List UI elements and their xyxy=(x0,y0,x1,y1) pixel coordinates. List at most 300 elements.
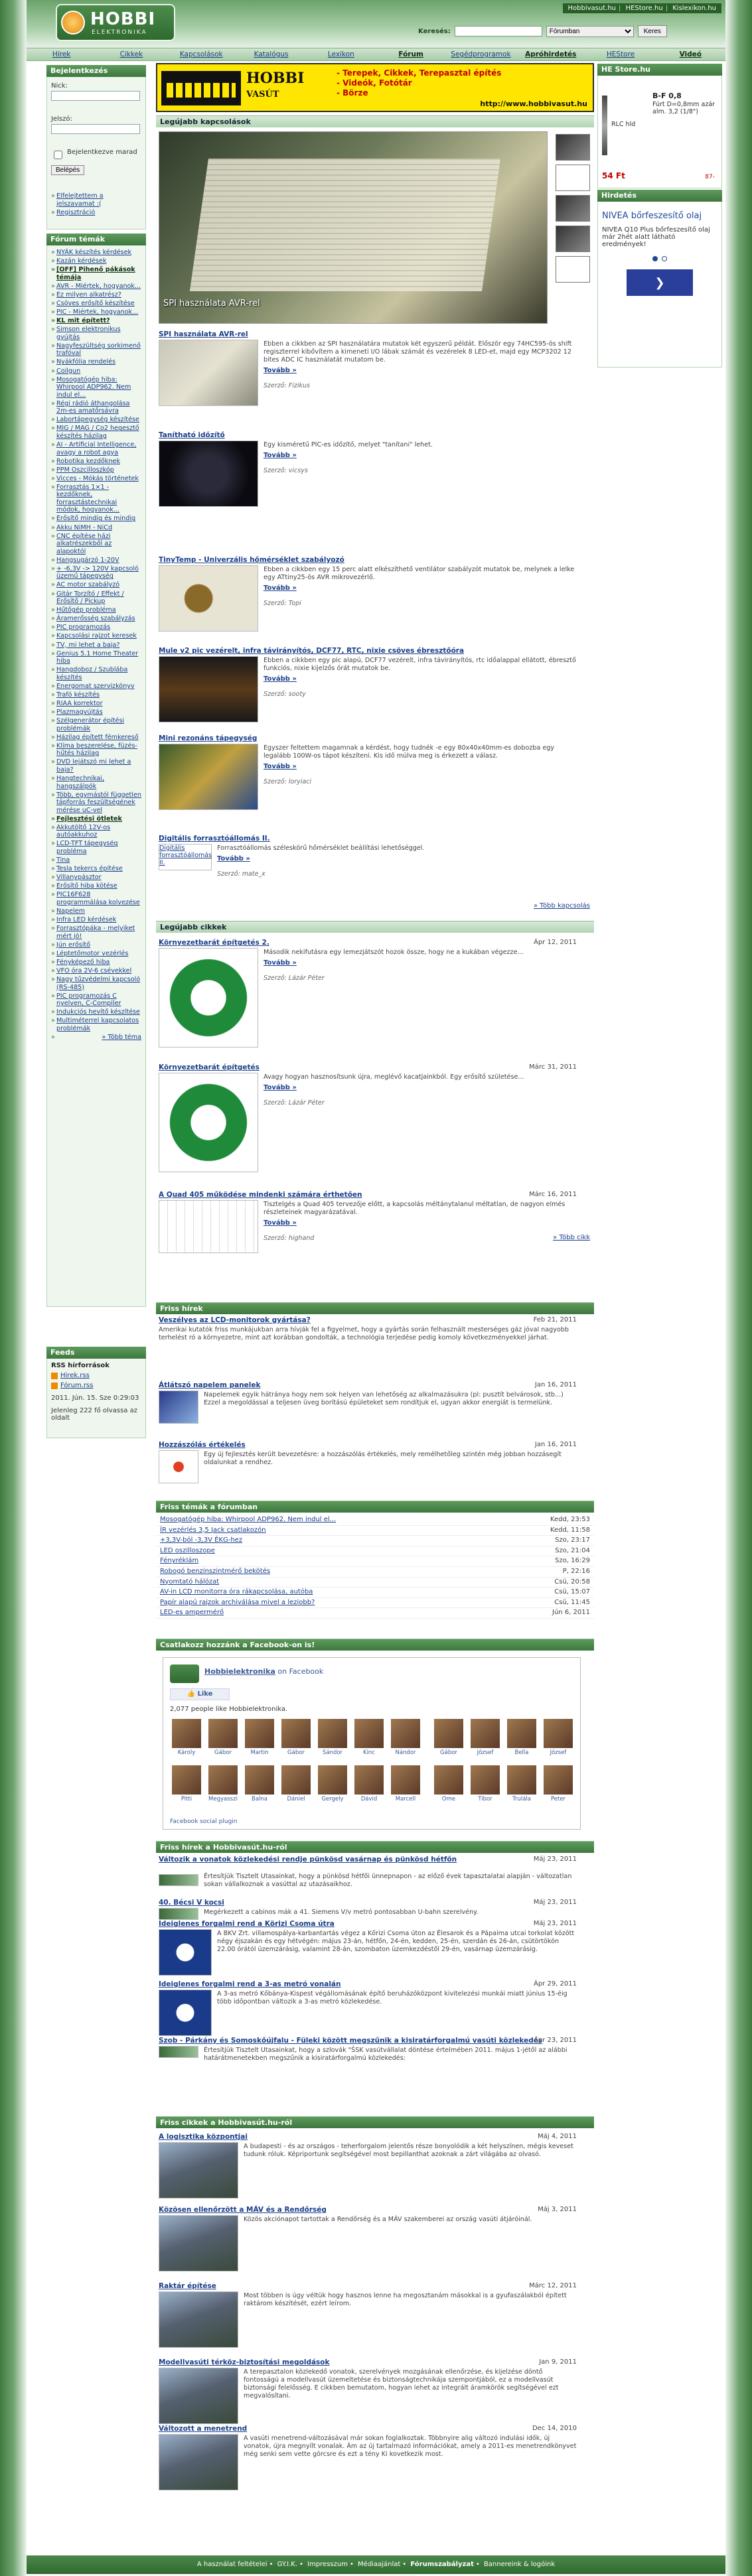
topic-link[interactable]: AV-in LCD monitorra óra rákapcsolása, autóba xyxy=(160,1588,313,1596)
footer-link-impressum[interactable]: Impresszum xyxy=(307,2561,348,2568)
fb-plugin-label: Facebook social plugin xyxy=(170,1818,238,1825)
rail-news-title[interactable]: 40. Bécsi V kocsi xyxy=(159,1899,224,1907)
forum-topic-item[interactable]: » Fejlesztési ötletek xyxy=(51,815,141,823)
rail-article-item xyxy=(159,2133,577,2159)
forum-topic-item[interactable]: » Labortápegység készítése xyxy=(51,416,141,424)
fb-page-logo xyxy=(170,1664,199,1683)
news-image[interactable] xyxy=(159,1450,198,1483)
more-circuits-link[interactable]: » Több kapcsolás xyxy=(533,902,590,910)
topic-time: Jún 6, 2011 xyxy=(552,1609,590,1617)
rail-article-summary: Közös akciónapot tartottak a Rendőrség és a MÁV szakemberei az ország vasúti átjáróinál. xyxy=(244,2216,532,2223)
fb-fan[interactable] xyxy=(279,1719,313,1756)
nav-lexikon[interactable]: Lexikon xyxy=(327,50,354,58)
fb-fan[interactable] xyxy=(243,1719,276,1756)
footer-link-banners[interactable]: Bannereink & logóink xyxy=(483,2561,556,2568)
topic-link[interactable]: Robogó benzinszintmérő bekötés xyxy=(160,1567,271,1575)
nav-katalogus[interactable]: Katalógus xyxy=(254,50,289,58)
forum-topic-item[interactable]: » LCD-TFT tápegység probléma xyxy=(51,840,141,855)
topic-time: Szo, 21:04 xyxy=(555,1546,590,1554)
forum-topic-item[interactable]: » Nagyfeszültség sorkimenő trafóval xyxy=(51,342,141,358)
avatar xyxy=(245,1719,274,1748)
forum-topic-item[interactable]: » Coilgun xyxy=(51,368,141,375)
article-image[interactable] xyxy=(159,441,258,507)
forum-topic-item[interactable]: » Hűtőgép probléma xyxy=(51,606,141,614)
news-title[interactable]: Hozzászólás értékelés xyxy=(159,1441,246,1449)
login-button[interactable]: Belépés xyxy=(51,165,84,175)
search-scope-select[interactable] xyxy=(546,26,634,37)
forum-topic-item[interactable]: » MIG / MAG / Co2 hegesztő készítés házilag xyxy=(51,425,141,440)
article-item xyxy=(159,330,577,389)
article-image[interactable] xyxy=(159,948,258,1048)
banner-url: http://www.hobbivasut.hu xyxy=(480,100,587,108)
topic-link[interactable]: LED-es ampermérő xyxy=(160,1609,224,1617)
forum-topic-item[interactable]: » Hangsugárzó 1-20V xyxy=(51,557,141,565)
rail-news-date: Ápr 23, 2011 xyxy=(533,2037,577,2044)
article-title[interactable]: Környezetbarát építgetés 2. xyxy=(159,939,269,947)
fb-like-button[interactable]: 👍 Like xyxy=(170,1688,230,1700)
image-label: Digitális forrasztóállomás II. xyxy=(159,845,212,866)
read-more-link[interactable]: Tovább » xyxy=(263,959,297,967)
forum-topic-item[interactable]: » AC motor szabályzó xyxy=(51,581,141,589)
article-image[interactable] xyxy=(159,844,212,870)
topic-row xyxy=(156,1556,594,1567)
footer-link-forum-rules[interactable]: Fórumszabályzat xyxy=(410,2561,474,2568)
fb-fan[interactable] xyxy=(542,1765,575,1802)
train-logo-icon xyxy=(161,71,241,105)
rail-article-summary: A vasúti menetrend-változásával már sokan foglalkoztak. Többnyire alig változó indulási idők, új vonatok, újra megnyílt vonalak. Ám az új tartalmazó információkat, amely a 2011-es menetrendkönyvet még senki sem vette görcsre és ezt a tény Ki kovetkezik most. xyxy=(244,2435,577,2458)
avatar xyxy=(318,1719,347,1748)
login-title: Bejelentkezés xyxy=(46,65,146,77)
rail-articles-title: Friss cikkek a Hobbivasút.hu-ról xyxy=(156,2116,594,2128)
site-logo[interactable] xyxy=(56,4,175,41)
fb-fan[interactable] xyxy=(389,1719,422,1756)
news-item xyxy=(159,1381,577,1407)
forum-topic-item[interactable]: » Robotika kezdőknek xyxy=(51,458,141,466)
rail-news-title[interactable]: Ideiglenes forgalmi rend a Körizi Csoma útra xyxy=(159,1920,335,1928)
forum-topic-item[interactable]: » PIC programozás xyxy=(51,624,141,632)
forum-topic-item[interactable]: » Léptetőmotor vezérlés xyxy=(51,950,141,958)
fresh-news-section xyxy=(156,1302,594,1314)
footer-link-terms[interactable]: A használat feltételei xyxy=(196,2561,267,2568)
avatar xyxy=(391,1765,420,1795)
topic-time: Kedd, 23:53 xyxy=(550,1516,590,1523)
fb-page-name[interactable]: Hobbielektronika xyxy=(204,1667,275,1676)
rail-article-image[interactable] xyxy=(159,2142,238,2199)
nav-hestore[interactable]: HEStore xyxy=(606,50,635,58)
forum-topic-item[interactable]: » Több, egymástól független tápforrás feszültségének mérése uC-vel xyxy=(51,791,141,815)
carousel-dot-icon[interactable] xyxy=(652,256,658,261)
rail-article-item xyxy=(159,2358,577,2400)
topic-row xyxy=(156,1608,594,1619)
read-more-link[interactable]: Tovább » xyxy=(217,855,250,862)
article-item xyxy=(159,431,577,474)
news-title[interactable]: Átlátszó napelem panelek xyxy=(159,1381,261,1389)
topic-time: Szo, 16:29 xyxy=(555,1557,590,1565)
forum-topic-item[interactable]: » CNC építése házi alkatrészekből az alapoktól xyxy=(51,533,141,556)
fb-fan[interactable] xyxy=(505,1765,538,1802)
avatar xyxy=(208,1719,238,1748)
fb-fan[interactable] xyxy=(505,1719,538,1756)
forum-topic-item[interactable]: » Hangtechnikai, hangszálpók xyxy=(51,775,141,790)
footer-link-media[interactable]: Médiaajánlat xyxy=(358,2561,401,2568)
rail-article-image[interactable] xyxy=(159,2368,238,2424)
thumbnail[interactable] xyxy=(556,226,590,252)
rail-news-image[interactable] xyxy=(159,1929,212,1976)
thumbnail[interactable] xyxy=(556,165,590,191)
read-more-link[interactable]: Tovább » xyxy=(263,584,297,592)
rss-title: RSS hírforrások xyxy=(51,1362,110,1369)
fb-fan[interactable] xyxy=(469,1765,502,1802)
forum-topic-item[interactable]: » Indukciós hevítő készítése xyxy=(51,1008,141,1016)
fb-fan[interactable] xyxy=(352,1719,386,1756)
rail-news-item xyxy=(159,2037,577,2063)
nav-cikkek[interactable]: Cikkek xyxy=(119,50,143,58)
fb-fan[interactable] xyxy=(170,1719,203,1756)
rail-article-title[interactable]: Raktár építése xyxy=(159,2282,216,2290)
rss-link-forum[interactable]: Fórum.rss xyxy=(60,1382,94,1389)
forum-topic-item[interactable]: » AI - Artificial Intelligence, avagy a robot agya xyxy=(51,441,141,456)
forum-topic-item[interactable]: » Tesla tekercs építése xyxy=(51,865,141,873)
topic-time: Szo, 23:17 xyxy=(555,1536,590,1544)
topic-link[interactable]: ÍR vezérlés 3,5 Jack csatlakozón xyxy=(160,1526,266,1534)
rail-news-title[interactable]: Változik a vonatok közlekedési rendje pünkösd vasárnap és pünkösd hétfőn xyxy=(159,1856,457,1864)
forum-topic-item[interactable]: » PPM Oszcilloszkóp xyxy=(51,466,141,474)
fb-fan[interactable] xyxy=(352,1765,386,1802)
newest-circuits-section xyxy=(156,115,594,127)
forum-topic-item[interactable]: » Hangdoboz / Szublába készítés xyxy=(51,666,141,681)
hero-image[interactable] xyxy=(159,131,548,324)
rail-article-item xyxy=(159,2282,577,2308)
forum-topic-item[interactable]: » Nyákfólia rendelés xyxy=(51,358,141,366)
fan-name: Kinc xyxy=(363,1749,375,1756)
search-button[interactable]: Keres xyxy=(638,25,667,37)
fb-fan[interactable] xyxy=(469,1719,502,1756)
feeds-title: Feeds xyxy=(46,1347,146,1359)
fb-fan[interactable] xyxy=(316,1765,349,1802)
fan-name: Gergely xyxy=(321,1796,344,1802)
fan-name: József xyxy=(550,1749,567,1756)
rail-news-title[interactable]: Ideiglenes forgalmi rend a 3-as metró vonalán xyxy=(159,1980,341,1988)
fresh-topics-section xyxy=(156,1501,594,1619)
newest-articles-section xyxy=(156,921,594,933)
thumbnail[interactable] xyxy=(556,195,590,222)
news-item xyxy=(159,1316,577,1342)
current-date: 2011. Jún. 15. Sze 0:29:03 xyxy=(51,1394,139,1402)
forum-topic-item[interactable]: » Infra LED kérdések xyxy=(51,916,141,924)
avatar xyxy=(172,1765,201,1795)
carousel-dot-icon[interactable] xyxy=(662,256,667,261)
product-desc: Fúrt D=0,8mm azár alm. 3,2 (1/8") xyxy=(652,101,715,115)
rail-news-summary: Értesítjük Tisztelt Utasainkat, hogy a szlovák "ŠSK vasútvállalat döntése értelmében 2011. május 1-jétől az alábbi határátmenetekben megszűnik a kisiratárforgalmú közlekedés: xyxy=(204,2047,567,2062)
forum-topic-item[interactable]: » Vicces - Mókás történetek xyxy=(51,475,141,483)
forum-topic-item[interactable]: » Plazmagyújtás xyxy=(51,709,141,716)
hestore-box xyxy=(597,64,722,188)
forum-topic-item[interactable]: » Erősítő hiba kötése xyxy=(51,882,141,890)
forum-topic-item[interactable]: » DVD lejátszó mi lehet a baja? xyxy=(51,758,141,774)
article-image[interactable] xyxy=(159,1200,258,1253)
article-title[interactable]: SPI használata AVR-rel xyxy=(159,330,248,338)
forum-topic-item[interactable]: » NYÁK készítés kérdések xyxy=(51,249,141,257)
avatar xyxy=(354,1765,384,1795)
rail-news-date: Ápr 29, 2011 xyxy=(533,1980,577,1988)
news-image[interactable] xyxy=(159,1390,198,1424)
forum-topic-item[interactable]: » Mosogatógép hiba: Whirpool ADP962. Nem indul el... xyxy=(51,376,141,399)
forum-topic-item[interactable]: » Fényképező hiba xyxy=(51,959,141,967)
forum-topic-item[interactable]: » Tina xyxy=(51,856,141,864)
facebook-section xyxy=(156,1639,594,1830)
nav-aprohirdetes[interactable]: Apróhirdetés xyxy=(525,50,577,58)
article-item xyxy=(159,556,577,607)
ad-next-icon[interactable]: ❯ xyxy=(627,269,693,296)
nav-kapcsolasok[interactable]: Kapcsolások xyxy=(179,50,223,58)
online-count: Jelenleg 222 fő olvassa az oldalt xyxy=(51,1407,137,1422)
forum-topic-item[interactable]: » Kazán kérdések xyxy=(51,257,141,265)
forum-topic-item[interactable]: » Napelem xyxy=(51,908,141,915)
forum-topic-item[interactable]: » Simson elektronikus gyújtás xyxy=(51,326,141,341)
forum-topic-item[interactable]: » PIC16F628 programmálása kolvezése xyxy=(51,891,141,906)
forum-topic-item[interactable]: » Áramerősség szabályzás xyxy=(51,615,141,623)
topic-link[interactable]: +3,3V-ból -3,3V ÉKG-hez xyxy=(160,1536,243,1544)
article-title[interactable]: Környezetbarát építgetés xyxy=(159,1063,260,1071)
forum-topic-item[interactable]: » Akku NiMH - NiCd xyxy=(51,524,141,532)
fb-fan[interactable] xyxy=(170,1765,203,1802)
read-more-link[interactable]: Tovább » xyxy=(263,367,297,374)
article-author: Szerző: vicsys xyxy=(263,467,308,474)
fb-fan[interactable] xyxy=(432,1765,465,1802)
top-link-hobbivasut[interactable]: Hobbivasut.hu xyxy=(567,5,616,12)
news-summary: Egy új fejlesztés került bevezetésre: a hozzászólás értékelés, mely remélhetőleg szintén még jobban hozzásegít oldalunkat a rendhez. xyxy=(204,1451,562,1466)
topic-link[interactable]: Fényréklám xyxy=(160,1557,199,1565)
article-date: Ápr 12, 2011 xyxy=(533,939,577,946)
register-link[interactable]: » Regisztráció xyxy=(51,209,141,217)
more-topics-link[interactable]: » » Több téma xyxy=(51,1034,141,1042)
forum-topic-item[interactable]: » RIAA korrektor xyxy=(51,700,141,708)
fan-name: Peter xyxy=(550,1796,566,1802)
forgot-password-link[interactable]: » Elfelejtettem a jelszavamat :( xyxy=(51,192,141,208)
forum-topic-item[interactable]: » Forrasztás 1×1 - kezdőknek, forrasztástechnikai módok, hogyanok... xyxy=(51,484,141,514)
rail-article-item xyxy=(159,2425,577,2459)
rail-news-item xyxy=(159,1980,577,2006)
avatar xyxy=(391,1719,420,1748)
rail-news-section xyxy=(156,1841,594,1853)
news-item xyxy=(159,1441,577,1467)
topic-time: P, 22:16 xyxy=(562,1567,590,1575)
read-more-link[interactable]: Tovább » xyxy=(263,452,297,459)
fan-name: Trulála xyxy=(512,1796,531,1802)
nav-segedprogramok[interactable]: Segédprogramok xyxy=(451,50,511,58)
topic-time: Csü, 20:58 xyxy=(554,1578,590,1586)
rail-news-image[interactable] xyxy=(159,1908,198,1920)
topic-link[interactable]: Nyomtató hálózat xyxy=(160,1578,220,1586)
rss-icon xyxy=(51,1383,58,1389)
rail-article-title[interactable]: Változott a menetrend xyxy=(159,2425,248,2433)
forum-topic-item[interactable]: » Csöves erősítő készítése xyxy=(51,300,141,308)
rail-news-image[interactable] xyxy=(159,1990,212,2036)
article-author: Szerző: Topi xyxy=(263,600,301,607)
forum-topic-item[interactable]: » Nagy tűzvédelmi kapcsoló (RS-485) xyxy=(51,976,141,991)
thumbnail[interactable] xyxy=(556,134,590,161)
hero-caption: SPI használata AVR-rel xyxy=(163,299,260,308)
fb-fan[interactable] xyxy=(279,1765,313,1802)
forum-topic-item[interactable]: » PIC programozás C nyelven, C-Compiler xyxy=(51,992,141,1008)
main-nav xyxy=(27,48,725,61)
forum-topic-item[interactable]: » Erősítő mindig és mindig xyxy=(51,515,141,523)
rail-news-summary: A 3-as metró Kőbánya-Kispest végállomásának építő beruházóközpont kivitelezési munkái miatt június 15-éig több időpontban változik a 3-as metró közlekedése. xyxy=(217,1990,567,2005)
topic-row xyxy=(156,1598,594,1609)
rail-news-date: Máj 23, 2011 xyxy=(533,1899,577,1906)
read-more-link[interactable]: Tovább » xyxy=(263,763,297,770)
ad-brand[interactable]: NIVEA bőrfeszesítő olaj xyxy=(602,211,702,221)
forum-topic-item[interactable]: » Klíma beszerelése, füzés-hűtés házilag xyxy=(51,742,141,758)
rail-news-date: Máj 23, 2011 xyxy=(533,1920,577,1927)
rail-article-image[interactable] xyxy=(159,2215,238,2271)
rss-icon xyxy=(51,1373,58,1379)
article-image[interactable] xyxy=(159,656,258,722)
fb-fan[interactable] xyxy=(316,1719,349,1756)
logo-icon xyxy=(61,11,85,34)
rail-article-date: Jan 9, 2011 xyxy=(539,2358,577,2366)
footer-link-faq[interactable]: GY.I.K. xyxy=(277,2561,298,2568)
fan-name: Gábor xyxy=(214,1749,232,1756)
avatar xyxy=(507,1719,536,1748)
password-input[interactable] xyxy=(51,124,140,134)
article-image[interactable] xyxy=(159,744,258,810)
forum-topic-item[interactable]: » Gitár Torzító / Effekt / Erősítő / Pickup xyxy=(51,590,141,606)
article-author: Szerző: Lázár Péter xyxy=(263,1099,325,1107)
forum-topic-item[interactable]: » AVR - Miértek, hogyanok... xyxy=(51,283,141,291)
forum-topic-item[interactable]: » KL mit épített? xyxy=(51,317,141,325)
fan-name: Tibor xyxy=(478,1796,492,1802)
forum-topic-item[interactable]: » Régi rádió áthangolása 2m-es amatőrsávra xyxy=(51,400,141,415)
avatar xyxy=(281,1765,311,1795)
read-more-link[interactable]: Tovább » xyxy=(263,675,297,683)
article-author: Szerző: loryiaci xyxy=(263,778,312,785)
rail-news-image[interactable] xyxy=(159,1874,198,1886)
rss-link-hirek[interactable]: Hirek.rss xyxy=(60,1372,90,1379)
footer: A használat feltételei • GY.I.K. • Impresszum • Médiaajánlat • Fórumszabályzat • Bannereink & logóink xyxy=(27,2555,725,2574)
rail-article-title[interactable]: A logisztika központjai xyxy=(159,2133,248,2141)
fan-name: Marcell xyxy=(395,1796,416,1802)
nav-forum[interactable]: Fórum xyxy=(398,50,423,58)
news-date: Jan 16, 2011 xyxy=(534,1381,577,1389)
article-title[interactable]: Mini rezonáns tápegység xyxy=(159,734,258,742)
fb-fan[interactable] xyxy=(243,1765,276,1802)
hobbivasut-banner[interactable] xyxy=(156,63,594,112)
forum-topic-item[interactable]: » Kapcsolási rajzot keresek xyxy=(51,632,141,640)
forum-topic-item[interactable]: » Ez milyen alkatrész? xyxy=(51,291,141,299)
banner-list: - Terepek, Cikkek, Terepasztal építés - Videók, Fotótár - Börze xyxy=(337,68,502,98)
article-title[interactable]: Digitális forrasztóállomás II. xyxy=(159,835,270,843)
rail-news-image[interactable] xyxy=(159,2046,198,2058)
read-more-link[interactable]: Tovább » xyxy=(263,1219,297,1227)
fan-name: Pitti xyxy=(181,1796,192,1802)
article-author: Szerző: Lázár Péter xyxy=(263,975,325,982)
article-title[interactable]: Tanítható időzítő xyxy=(159,431,225,439)
article-title[interactable]: TinyTemp - Univerzális hőmérséklet szabályozó xyxy=(159,556,344,564)
nav-video[interactable]: Videó xyxy=(679,50,702,58)
avatar xyxy=(318,1765,347,1795)
more-articles-link[interactable]: » Több cikk xyxy=(553,1234,590,1241)
topic-link[interactable]: Mosogatógép hiba: Whirpool ADP962. Nem indul el... xyxy=(160,1516,337,1523)
rail-article-image[interactable] xyxy=(159,2291,238,2348)
forum-topic-item[interactable]: » Forrasztópáka - melyiket mért jó! xyxy=(51,925,141,940)
topic-link[interactable]: LED oszilloszope xyxy=(160,1546,215,1554)
article-title[interactable]: Mule v2 pic vezérelt, infra távirányítós, DCF77, RTC, nixie csöves ébresztőóra xyxy=(159,647,465,655)
rail-article-title[interactable]: Közösen ellenőrzött a MÁV és a Rendőrség xyxy=(159,2206,327,2214)
forum-topic-item[interactable]: » Akkutöltő 12V-os autóakkuhoz xyxy=(51,824,141,839)
forum-topic-item[interactable]: » Energomat szervizkönyv xyxy=(51,683,141,691)
article-item xyxy=(159,835,577,878)
fb-fan[interactable] xyxy=(432,1719,465,1756)
remember-checkbox[interactable] xyxy=(54,151,62,159)
article-item xyxy=(159,939,577,982)
topic-time: Csü, 11:45 xyxy=(554,1598,590,1606)
forum-topic-item[interactable]: » PIC - Miértek, hogyanok... xyxy=(51,308,141,316)
forum-topic-item[interactable]: » Szélgenerátor építési problémák xyxy=(51,717,141,732)
article-summary: Ebben a cikkben egy 15 perc alatt elkészíthető ventilátor szabályzót mutatok be, melynek a lelke egy ATtiny25-ös AVR mikrovezérlő. xyxy=(263,566,575,581)
rail-news-title[interactable]: Szob - Párkány és Somoskőújfalu - Füleki között megszűnik a kisiratárforgalmú vasúti közlekedés xyxy=(159,2037,543,2045)
search-input[interactable] xyxy=(455,26,542,36)
article-image[interactable] xyxy=(159,565,258,632)
thumbnail[interactable] xyxy=(556,256,590,283)
forum-topic-item[interactable]: » VFO óra 2V-6 csévekkel xyxy=(51,967,141,975)
article-image[interactable] xyxy=(159,340,258,406)
article-title[interactable]: A Quad 405 működése mindenki számára érthetően xyxy=(159,1191,362,1199)
forum-topic-item[interactable]: » Jún erősítő xyxy=(51,941,141,949)
article-date: Márc 16, 2011 xyxy=(529,1191,577,1198)
rail-articles-section xyxy=(156,2116,594,2128)
article-summary: Tisztelgés a Quad 405 tervezője előtt, a kapcsolás méltánytalanul méltatlan, de nagyon elmés részleteinek magyarázatával. xyxy=(263,1201,565,1216)
nav-hirek[interactable]: Hírek xyxy=(52,50,71,58)
feeds-box xyxy=(46,1347,146,1438)
fb-fan[interactable] xyxy=(206,1765,240,1802)
top-link-hestore[interactable]: HEStore.hu xyxy=(625,5,663,12)
article-summary: Ebben a cikkben az SPI használatára mutatok két egyszerű példát. Először egy 74HC595-ös shift regiszterrel kibővítem a kimeneti I/O lábak számát és vezérelek 8 LED-et, majd egy MCP3202 12 bites ADC IC használatát mutatom be. xyxy=(263,340,572,364)
forum-topic-item[interactable]: » + -6,3V -> 120V kapcsoló üzemű tápegység xyxy=(51,565,141,580)
news-title[interactable]: Veszélyes az LCD-monitorok gyártása? xyxy=(159,1316,311,1324)
article-summary: Ebben a cikkben egy pic alapú, DCF77 vezérelt, infra távirányítós, rtc időalappal ellátott, ébresztő funkciós, nixie kijelzős órát mutatok be. xyxy=(263,657,576,672)
topic-link[interactable]: Papír alapú rajzok archiválása mivel a leziobb? xyxy=(160,1598,315,1606)
article-image[interactable] xyxy=(159,1073,258,1172)
forum-topic-item[interactable]: » TV, mi lehet a baja? xyxy=(51,642,141,649)
fb-fan[interactable] xyxy=(206,1719,240,1756)
read-more-link[interactable]: Tovább » xyxy=(263,1084,297,1091)
hestore-title: HE Store.hu xyxy=(597,64,722,76)
fan-name: Ome xyxy=(441,1796,456,1802)
fresh-news-title: Friss hírek xyxy=(156,1302,594,1314)
rail-article-image[interactable] xyxy=(159,2434,238,2490)
forum-topic-item[interactable]: » Házilag épített fémkereső xyxy=(51,734,141,742)
rail-article-summary: A budapesti - és az országos - teherforgalom jelentős része bonyolódik a két helyszínen, mégis keveset tudunk róluk. Képriportunk segítségével most bepillanthat azoknak a zárt világába az olvasó. xyxy=(244,2143,573,2158)
top-link-kislexikon[interactable]: Kislexikon.hu xyxy=(672,5,716,12)
nick-input[interactable] xyxy=(51,91,140,101)
fan-name: Dániel xyxy=(287,1796,305,1802)
avatar xyxy=(471,1765,500,1795)
forum-topic-item[interactable]: » [OFF] Pihenő pákások témája xyxy=(51,266,141,281)
rail-article-title[interactable]: Modellvasúti térköz-biztosítási megoldások xyxy=(159,2358,330,2366)
facebook-widget: Hobbielektronika on Facebook 👍 Like 2,077 people like Hobbielektronika. Károly Gábor Martin Gábor Sándor Kinc Nándor Pitti Megyasszi Balna Dániel Gergely Dávid Marcell Gábor József Bella József Ome Tibor Trulála Peter Facebook social plugin xyxy=(163,1657,581,1830)
forum-topic-item[interactable]: » Multiméterrel kapcsolatos problémák xyxy=(51,1017,141,1032)
forum-topic-item[interactable]: » Trafó készítés xyxy=(51,691,141,699)
product-price-2: 87- xyxy=(705,174,715,180)
forum-topic-item[interactable]: » Villanypásztor xyxy=(51,874,141,882)
fb-fan[interactable] xyxy=(542,1719,575,1756)
fb-fan[interactable] xyxy=(389,1765,422,1802)
breadboard-image xyxy=(190,159,500,291)
forum-topic-item[interactable]: » Genius 5.1 Home Theater hiba xyxy=(51,650,141,665)
news-date: Jan 16, 2011 xyxy=(534,1441,577,1448)
avatar xyxy=(507,1765,536,1795)
